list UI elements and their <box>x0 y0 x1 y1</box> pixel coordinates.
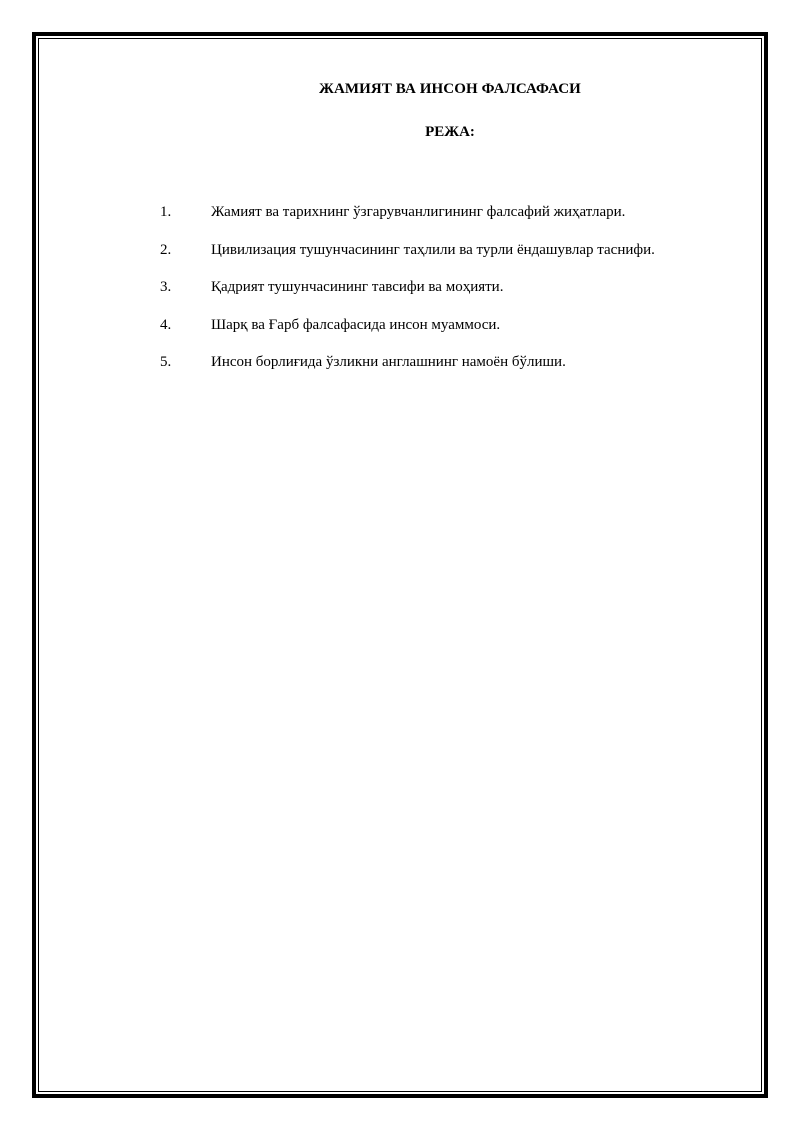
plan-item <box>160 241 720 279</box>
plan-item-text: Инсон борлиғида ўзликни англашнинг намоён бўлиши. <box>211 354 566 370</box>
plan-item-text: Цивилизация тушунчасининг таҳлили ва турли ёндашувлар таснифи. <box>211 241 655 258</box>
plan-item-text: Қадрият тушунчасининг тавсифи ва моҳияти. <box>211 279 504 295</box>
plan-item-text: Жамият ва тарихнинг ўзгарувчанлигининг фалсафий жиҳатлари. <box>211 204 626 220</box>
page-border-inner <box>38 38 762 1092</box>
plan-item-number: 2. <box>160 241 172 258</box>
plan-item <box>160 278 720 316</box>
plan-heading: РЕЖА: <box>425 124 475 140</box>
plan-item-number: 1. <box>160 204 172 220</box>
plan-item <box>160 353 720 391</box>
plan-item-number: 3. <box>160 279 172 295</box>
plan-item-text: Шарқ ва Ғарб фалсафасида инсон муаммоси. <box>211 316 501 333</box>
plan-item-number: 4. <box>160 316 172 333</box>
document-title: ЖАМИЯТ ВА ИНСОН ФАЛСАФАСИ <box>319 81 581 97</box>
plan-item-number: 5. <box>160 354 172 370</box>
plan-item <box>160 316 720 354</box>
plan-list <box>160 203 720 391</box>
plan-item <box>160 203 720 241</box>
